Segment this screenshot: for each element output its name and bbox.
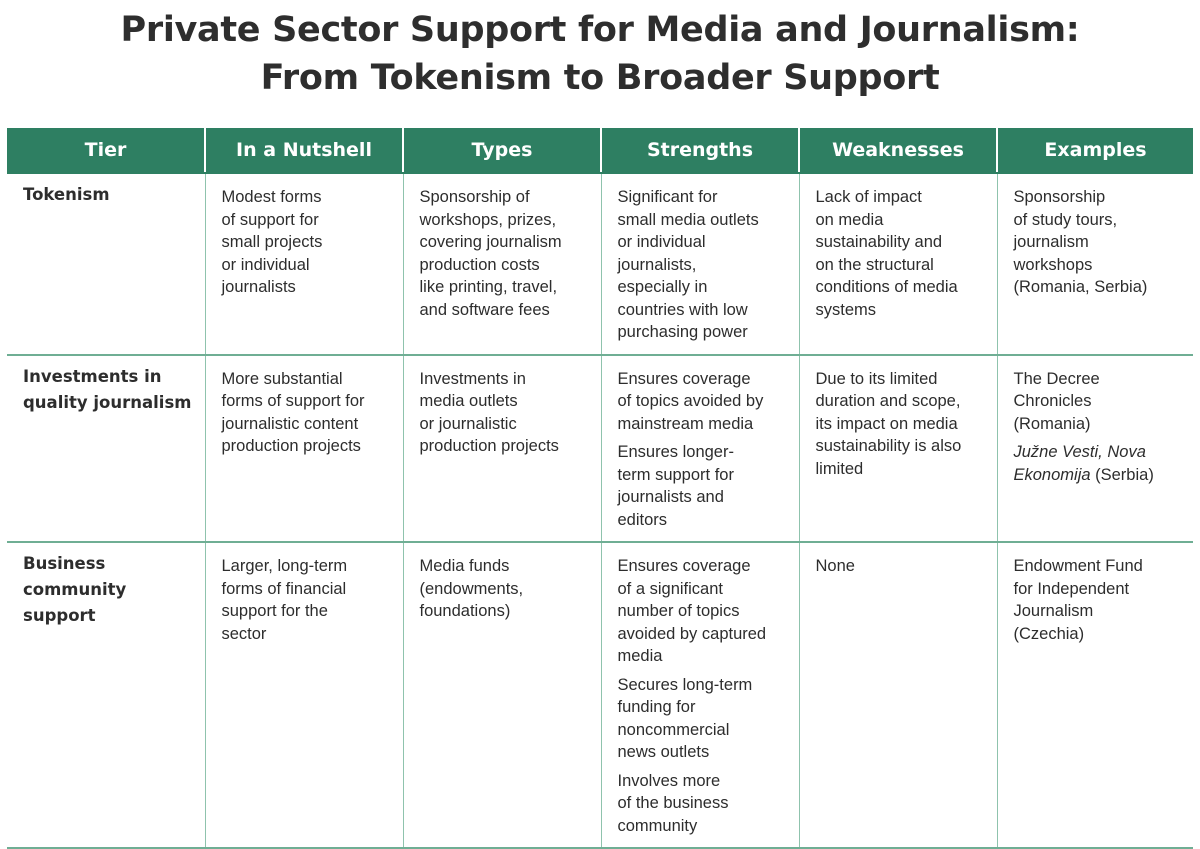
header-nutshell: In a Nutshell <box>205 128 403 173</box>
examples-cell: Sponsorship of study tours, journalism workshops (Romania, Serbia) <box>997 173 1193 355</box>
example-item: The Decree Chronicles (Romania) <box>1013 369 1100 433</box>
example-country: (Serbia) <box>1090 465 1154 484</box>
nutshell-cell: More substantial forms of support for journalistic content production projects <box>205 355 403 543</box>
weaknesses-cell: None <box>799 542 997 848</box>
header-strengths: Strengths <box>601 128 799 173</box>
tier-cell: Investments in quality journalism <box>7 355 205 543</box>
strength-item: Significant for small media outlets or individual journalists, especially in countries with low purchasing power <box>617 188 759 341</box>
table-row <box>7 542 1193 848</box>
strength-item: Ensures longer- term support for journalists and editors <box>617 443 734 529</box>
strength-item: Involves more of the business community <box>617 771 729 835</box>
weaknesses-cell: Lack of impact on media sustainability and on the structural conditions of media systems <box>799 173 997 355</box>
title-line-2: From Tokenism to Broader Support <box>260 58 940 98</box>
header-types: Types <box>403 128 601 173</box>
title-line-1: Private Sector Support for Media and Journalism: <box>120 10 1080 50</box>
types-cell: Investments in media outlets or journalistic production projects <box>403 355 601 543</box>
weaknesses-cell: Due to its limited duration and scope, its impact on media sustainability is also limited <box>799 355 997 543</box>
examples-cell: Endowment Fund for Independent Journalism (Czechia) <box>997 542 1193 848</box>
tier-cell: Tokenism <box>7 173 205 355</box>
page-title <box>0 6 1200 102</box>
strength-item: Ensures coverage of a significant number of topics avoided by captured media <box>617 557 767 665</box>
example-outlet-names: Južne Vesti, Nova Ekonomija <box>1013 443 1146 484</box>
strength-item: Ensures coverage of topics avoided by mainstream media <box>617 369 764 433</box>
strength-item: Secures long-term funding for noncommercial news outlets <box>617 675 753 761</box>
tier-cell: Business community support <box>7 542 205 848</box>
nutshell-cell: Larger, long-term forms of financial support for the sector <box>205 542 403 848</box>
table-row <box>7 355 1193 543</box>
strengths-cell <box>601 355 799 543</box>
types-cell: Sponsorship of workshops, prizes, covering journalism production costs like printing, travel, and software fees <box>403 173 601 355</box>
header-weaknesses: Weaknesses <box>799 128 997 173</box>
header-examples: Examples <box>997 128 1193 173</box>
support-tiers-table <box>7 128 1193 849</box>
types-cell: Media funds (endowments, foundations) <box>403 542 601 848</box>
header-tier: Tier <box>7 128 205 173</box>
examples-cell <box>997 355 1193 543</box>
strengths-cell <box>601 173 799 355</box>
table-row <box>7 173 1193 355</box>
strengths-cell <box>601 542 799 848</box>
table-header-row <box>7 128 1193 173</box>
example-item-serbia <box>1014 441 1184 486</box>
nutshell-cell: Modest forms of support for small projects or individual journalists <box>205 173 403 355</box>
